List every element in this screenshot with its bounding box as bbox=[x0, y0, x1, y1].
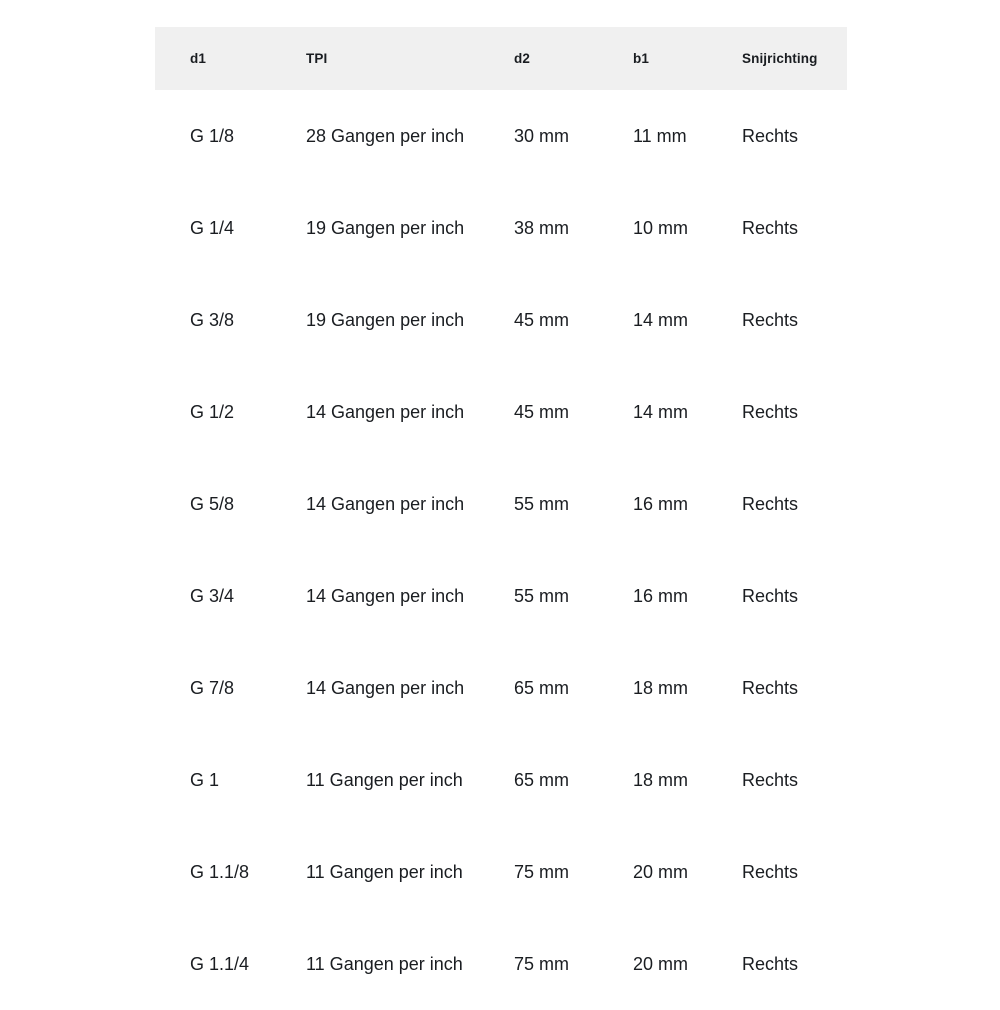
column-header-b1: b1 bbox=[633, 51, 649, 66]
cell-b1: 18 mm bbox=[633, 769, 689, 790]
cell-d2: 65 mm bbox=[514, 769, 570, 790]
cell-tpi: 19 Gangen per inch bbox=[306, 217, 465, 238]
cell-d1: G 1/2 bbox=[190, 401, 235, 422]
cell-d1: G 1/4 bbox=[190, 217, 235, 238]
cell-d1: G 3/4 bbox=[190, 585, 235, 606]
cell-b1: 18 mm bbox=[633, 677, 689, 698]
cell-b1: 20 mm bbox=[633, 953, 689, 974]
cell-b1: 14 mm bbox=[633, 309, 689, 330]
table-header-row bbox=[155, 27, 847, 90]
table-row bbox=[155, 182, 847, 274]
cell-snijrichting: Rechts bbox=[742, 861, 799, 882]
cell-tpi: 11 Gangen per inch bbox=[306, 861, 463, 882]
column-header-d2: d2 bbox=[514, 51, 530, 66]
cell-d2: 55 mm bbox=[514, 493, 570, 514]
column-header-tpi: TPI bbox=[306, 51, 328, 66]
specifications-table bbox=[155, 27, 847, 1010]
cell-tpi: 14 Gangen per inch bbox=[306, 493, 465, 514]
cell-d1: G 1.1/4 bbox=[190, 953, 250, 974]
cell-tpi: 11 Gangen per inch bbox=[306, 769, 463, 790]
cell-d1: G 7/8 bbox=[190, 677, 235, 698]
cell-snijrichting: Rechts bbox=[742, 401, 799, 422]
cell-b1: 11 mm bbox=[633, 125, 687, 146]
cell-d2: 75 mm bbox=[514, 953, 570, 974]
cell-d2: 38 mm bbox=[514, 217, 570, 238]
table-row bbox=[155, 826, 847, 918]
table-row bbox=[155, 90, 847, 182]
cell-d2: 55 mm bbox=[514, 585, 570, 606]
cell-tpi: 14 Gangen per inch bbox=[306, 585, 465, 606]
cell-snijrichting: Rechts bbox=[742, 217, 799, 238]
cell-d2: 75 mm bbox=[514, 861, 570, 882]
cell-tpi: 11 Gangen per inch bbox=[306, 953, 463, 974]
cell-tpi: 14 Gangen per inch bbox=[306, 677, 465, 698]
table-row bbox=[155, 458, 847, 550]
cell-d1: G 3/8 bbox=[190, 309, 235, 330]
table-row bbox=[155, 734, 847, 826]
cell-tpi: 28 Gangen per inch bbox=[306, 125, 465, 146]
table-row bbox=[155, 642, 847, 734]
cell-snijrichting: Rechts bbox=[742, 493, 799, 514]
table-row bbox=[155, 550, 847, 642]
column-header-d1: d1 bbox=[190, 51, 206, 66]
column-header-snijrichting: Snijrichting bbox=[742, 51, 818, 66]
cell-d1: G 1.1/8 bbox=[190, 861, 250, 882]
table-row bbox=[155, 274, 847, 366]
cell-snijrichting: Rechts bbox=[742, 677, 799, 698]
cell-snijrichting: Rechts bbox=[742, 309, 799, 330]
cell-tpi: 19 Gangen per inch bbox=[306, 309, 465, 330]
cell-tpi: 14 Gangen per inch bbox=[306, 401, 465, 422]
cell-d2: 45 mm bbox=[514, 401, 570, 422]
table-body bbox=[155, 90, 847, 1010]
cell-d2: 30 mm bbox=[514, 125, 570, 146]
cell-b1: 10 mm bbox=[633, 217, 689, 238]
cell-d1: G 5/8 bbox=[190, 493, 235, 514]
cell-b1: 16 mm bbox=[633, 585, 689, 606]
cell-b1: 14 mm bbox=[633, 401, 689, 422]
cell-snijrichting: Rechts bbox=[742, 125, 799, 146]
cell-snijrichting: Rechts bbox=[742, 953, 799, 974]
cell-snijrichting: Rechts bbox=[742, 585, 799, 606]
table-row bbox=[155, 918, 847, 1010]
cell-snijrichting: Rechts bbox=[742, 769, 799, 790]
cell-d1: G 1/8 bbox=[190, 125, 235, 146]
table-row bbox=[155, 366, 847, 458]
cell-d2: 45 mm bbox=[514, 309, 570, 330]
cell-b1: 16 mm bbox=[633, 493, 689, 514]
cell-d1: G 1 bbox=[190, 769, 220, 790]
cell-b1: 20 mm bbox=[633, 861, 689, 882]
cell-d2: 65 mm bbox=[514, 677, 570, 698]
